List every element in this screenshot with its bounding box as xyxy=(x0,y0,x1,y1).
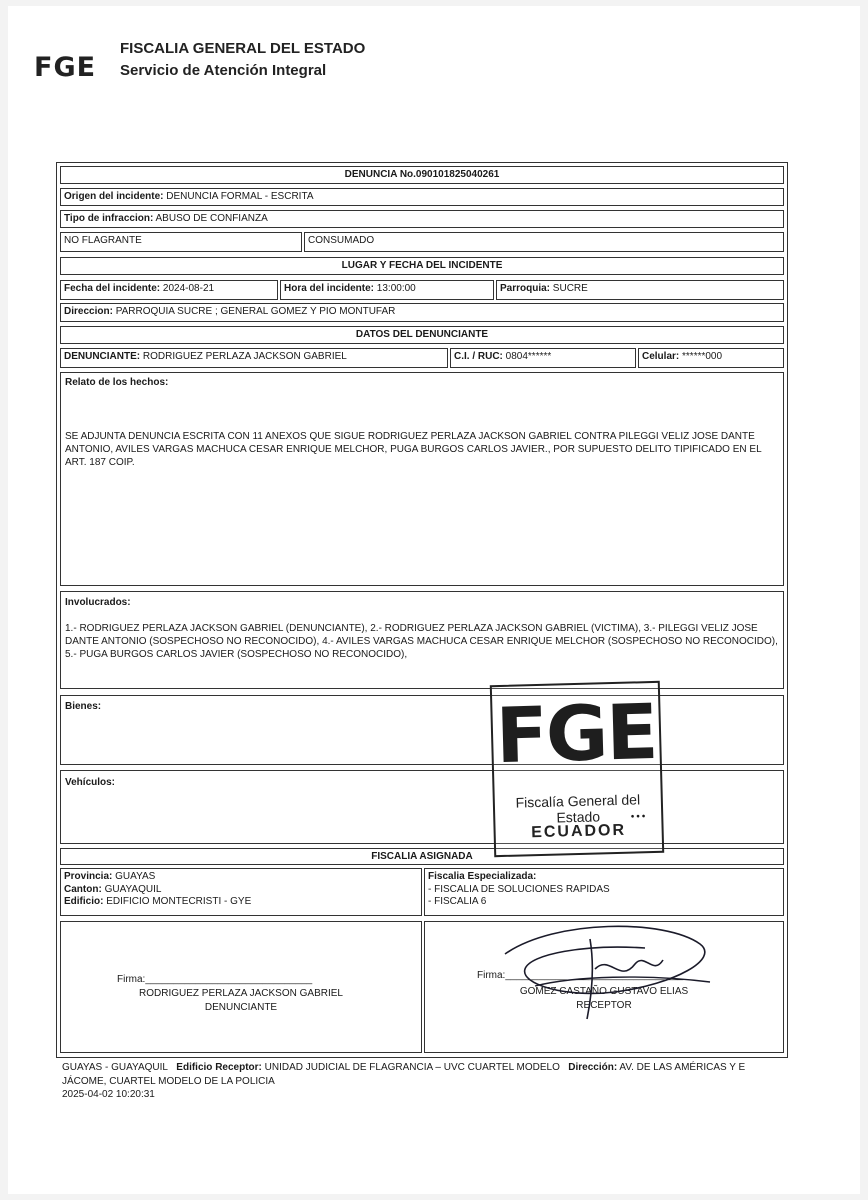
tipo-row xyxy=(60,210,784,228)
fiscalia-esp-label: Fiscalia Especializada: xyxy=(428,871,537,882)
hora-label: Hora del incidente: xyxy=(284,283,375,294)
firma-receptor-cell xyxy=(424,921,784,1053)
footer-location: GUAYAS - GUAYAQUIL xyxy=(62,1062,168,1073)
involucrados-text: 1.- RODRIGUEZ PERLAZA JACKSON GABRIEL (DENUNCIANTE), 2.- RODRIGUEZ PERLAZA JACKSON GABRIEL (VICTIMA), 3.- PILEGGI VELIZ JOSE DANTE ANTONIO (SOSPECHOSO NO RECONOCIDO), 4.- AVILES VARGAS MACHUCA CESAR ENRIQUE MELCHOR (SOSPECHOSO NO RECONOCIDO), 5.- PUGA BURGOS CARLOS JAVIER (SOSPECHOSO NO RECONOCIDO), xyxy=(65,622,778,660)
footer-direccion-label: Dirección: xyxy=(568,1062,618,1073)
footer-timestamp: 2025-04-02 10:20:31 xyxy=(62,1089,155,1100)
parroquia-value: SUCRE xyxy=(552,283,588,294)
tipo-value: ABUSO DE CONFIANZA xyxy=(155,213,268,224)
provincia-label: Provincia: xyxy=(64,871,113,882)
fiscalia-especializada-cell xyxy=(424,868,784,916)
denuncia-number-text: DENUNCIA No.090101825040261 xyxy=(344,169,500,180)
firma-denunciante-cell xyxy=(60,921,422,1053)
handwritten-signature xyxy=(495,914,725,1024)
direccion-label: Direccion: xyxy=(64,306,113,317)
firma-left-line-row xyxy=(117,974,312,987)
fge-logo: FGE xyxy=(34,52,97,83)
edificio-label: Edificio: xyxy=(64,896,104,907)
involucrados-section xyxy=(60,591,784,689)
stamp-country: ECUADOR xyxy=(530,821,627,842)
firma-left-line: ______________________________ xyxy=(145,974,313,985)
footer-line xyxy=(62,1061,782,1088)
denunciante-header xyxy=(60,326,784,344)
hora-cell xyxy=(280,280,494,300)
footer-direccion-value: AV. DE LAS AMÉRICAS Y E JÁCOME, CUARTEL MODELO DE LA POLICIA xyxy=(62,1062,746,1087)
firma-left-name: RODRIGUEZ PERLAZA JACKSON GABRIEL xyxy=(139,988,343,999)
lugar-fecha-header xyxy=(60,257,784,275)
canton-value: GUAYAQUIL xyxy=(104,883,162,895)
fiscalia-esp-2: - FISCALIA 6 xyxy=(428,896,487,907)
canton-label: Canton: xyxy=(64,883,102,895)
estado-value: CONSUMADO xyxy=(308,235,375,246)
origen-label: Origen del incidente: xyxy=(64,191,164,202)
denunciante-label: DENUNCIANTE: xyxy=(64,351,141,362)
footer-edificio-label: Edificio Receptor: xyxy=(176,1062,262,1073)
tipo-label: Tipo de infraccion: xyxy=(64,213,154,224)
denunciante-header-text: DATOS DEL DENUNCIANTE xyxy=(355,329,489,340)
fecha-value: 2024-08-21 xyxy=(162,283,215,294)
celular-cell xyxy=(638,348,784,368)
origen-row xyxy=(60,188,784,206)
stamp-subtitle: Fiscalía General del Estado xyxy=(515,791,641,826)
denunciante-cell xyxy=(60,348,448,368)
edificio-value: EDIFICIO MONTECRISTI - GYE xyxy=(106,896,252,907)
provincia-value: GUAYAS xyxy=(115,871,156,882)
fiscalia-header xyxy=(60,848,784,865)
institution-title: FISCALIA GENERAL DEL ESTADO xyxy=(120,40,366,57)
firma-right-role: RECEPTOR xyxy=(576,1000,632,1011)
direccion-value: PARROQUIA SUCRE ; GENERAL GOMEZ Y PIO MONTUFAR xyxy=(115,306,396,317)
ci-label: C.I. / RUC: xyxy=(454,351,503,362)
involucrados-label: Involucrados: xyxy=(65,597,131,608)
denuncia-number xyxy=(60,166,784,184)
lugar-fecha-header-text: LUGAR Y FECHA DEL INCIDENTE xyxy=(341,260,503,271)
denunciante-value: RODRIGUEZ PERLAZA JACKSON GABRIEL xyxy=(142,351,347,362)
estado-cell xyxy=(304,232,784,252)
bienes-label: Bienes: xyxy=(65,701,102,712)
stamp-dots: ••• xyxy=(630,811,648,823)
celular-value: ******000 xyxy=(682,351,723,362)
stamp-logo: FGE xyxy=(494,686,658,781)
fecha-cell xyxy=(60,280,278,300)
relato-text: SE ADJUNTA DENUNCIA ESCRITA CON 11 ANEXOS QUE SIGUE RODRIGUEZ PERLAZA JACKSON GABRIEL CONTRA PILEGGI VELIZ JOSE DANTE ANTONIO, AVILES VARGAS MACHUCA CESAR ENRIQUE MELCHOR, PUGA BURGOS CARLOS JAVIER., POR SUPUESTO DELITO TIPIFICADO EN EL ART. 187 COIP. xyxy=(65,430,762,468)
ubicacion-cell xyxy=(60,868,422,916)
vehiculos-label: Vehículos: xyxy=(65,777,116,788)
institution-subtitle: Servicio de Atención Integral xyxy=(120,62,327,79)
firma-right-line: ________________________________ xyxy=(505,970,684,981)
parroquia-label: Parroquia: xyxy=(500,283,551,294)
ci-cell xyxy=(450,348,636,368)
relato-label: Relato de los hechos: xyxy=(65,377,169,388)
firma-left-role: DENUNCIANTE xyxy=(204,1002,278,1013)
firma-left-label: Firma: xyxy=(117,974,146,985)
flagrancia-value: NO FLAGRANTE xyxy=(64,235,142,246)
celular-label: Celular: xyxy=(642,351,680,362)
ci-value: 0804****** xyxy=(505,351,552,362)
direccion-row xyxy=(60,303,784,322)
fge-stamp xyxy=(490,681,664,857)
fiscalia-esp-1: - FISCALIA DE SOLUCIONES RAPIDAS xyxy=(428,883,610,895)
firma-right-label: Firma: xyxy=(477,970,506,981)
fecha-label: Fecha del incidente: xyxy=(64,283,161,294)
origen-value: DENUNCIA FORMAL - ESCRITA xyxy=(166,191,314,202)
parroquia-cell xyxy=(496,280,784,300)
hora-value: 13:00:00 xyxy=(376,283,416,294)
relato-section xyxy=(60,372,784,586)
document-footer xyxy=(62,1061,782,1102)
firma-right-name: GOMEZ CASTAÑO GUSTAVO ELIAS xyxy=(519,986,689,997)
flagrancia-cell xyxy=(60,232,302,252)
fiscalia-header-text: FISCALIA ASIGNADA xyxy=(371,851,473,862)
footer-edificio-value: UNIDAD JUDICIAL DE FLAGRANCIA – UVC CUARTEL MODELO xyxy=(264,1062,560,1073)
vehiculos-section xyxy=(60,770,784,844)
bienes-section xyxy=(60,695,784,765)
